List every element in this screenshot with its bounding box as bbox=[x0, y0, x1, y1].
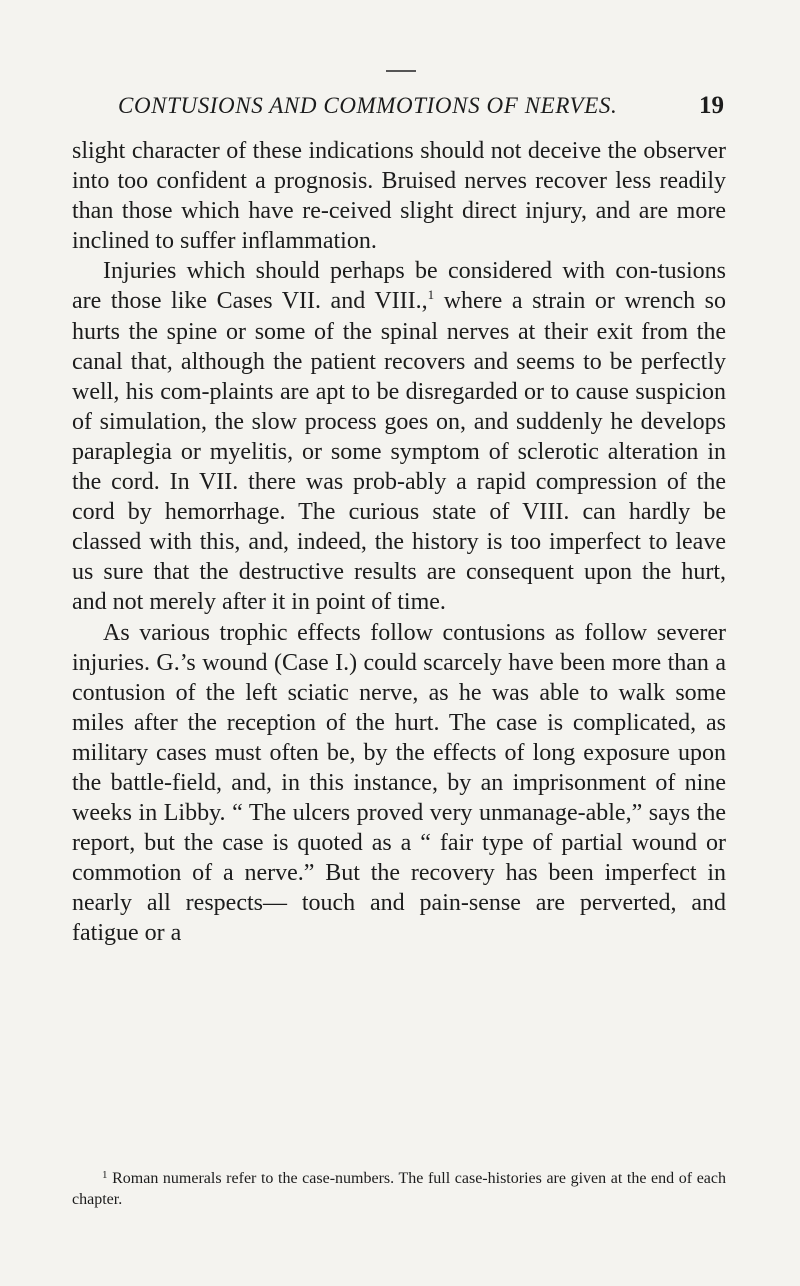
body-text bbox=[72, 136, 726, 949]
page-number: 19 bbox=[699, 92, 724, 119]
paragraph-3: As various trophic effects follow contusions as follow severer injuries. G.’s wound (Case I.) could scarcely have been more than a contusion of the left sciatic nerve, as he was able to walk some miles after the reception of the hurt. The case is complicated, as military cases must often be, by the effects of long exposure upon the battle-field, and, in this instance, by an imprisonment of nine weeks in Libby. “ The ulcers proved very unmanage-able,” says the report, but the case is quoted as a “ fair type of partial wound or commotion of a nerve.” But the recovery has been imperfect in nearly all respects— touch and pain-sense are perverted, and fatigue or a bbox=[72, 619, 726, 947]
paragraph-1: slight character of these indications should not deceive the observer into too confident a prognosis. Bruised nerves recover less readily than those which have re-ceived slight direct injury, and are more inclined to suffer inflammation. bbox=[72, 138, 726, 255]
running-title: CONTUSIONS AND COMMOTIONS OF NERVES. bbox=[118, 93, 618, 118]
running-head bbox=[118, 92, 724, 128]
paragraph-2-text-start: Injuries which should perhaps be considered with con-tusions are those like Cases VII. and VIII., bbox=[72, 258, 726, 315]
top-rule bbox=[386, 70, 416, 72]
footnote-text: Roman numerals refer to the case-numbers. The full case-histories are given at the end of each chapter. bbox=[72, 1170, 726, 1208]
footnote-marker: 1 bbox=[102, 1169, 108, 1181]
footnote-reference: 1 bbox=[427, 287, 435, 303]
paragraph-2 bbox=[72, 256, 726, 617]
footnote bbox=[72, 1168, 726, 1210]
paragraph-2-text-end: where a strain or wrench so hurts the spine or some of the spinal nerves at their exit from the canal that, although the patient recovers and seems to be perfectly well, his com-plaints are apt to be disregarded or to cause suspicion of simulation, the slow process goes on, and suddenly he develops paraplegia or myelitis, or some symptom of sclerotic alteration in the cord. In VII. there was prob-ably a rapid compression of the cord by hemorrhage. The curious state of VIII. can hardly be classed with this, and, indeed, the history is too imperfect to leave us sure that the destructive results are consequent upon the hurt, and not merely after it in point of time. bbox=[72, 288, 726, 616]
